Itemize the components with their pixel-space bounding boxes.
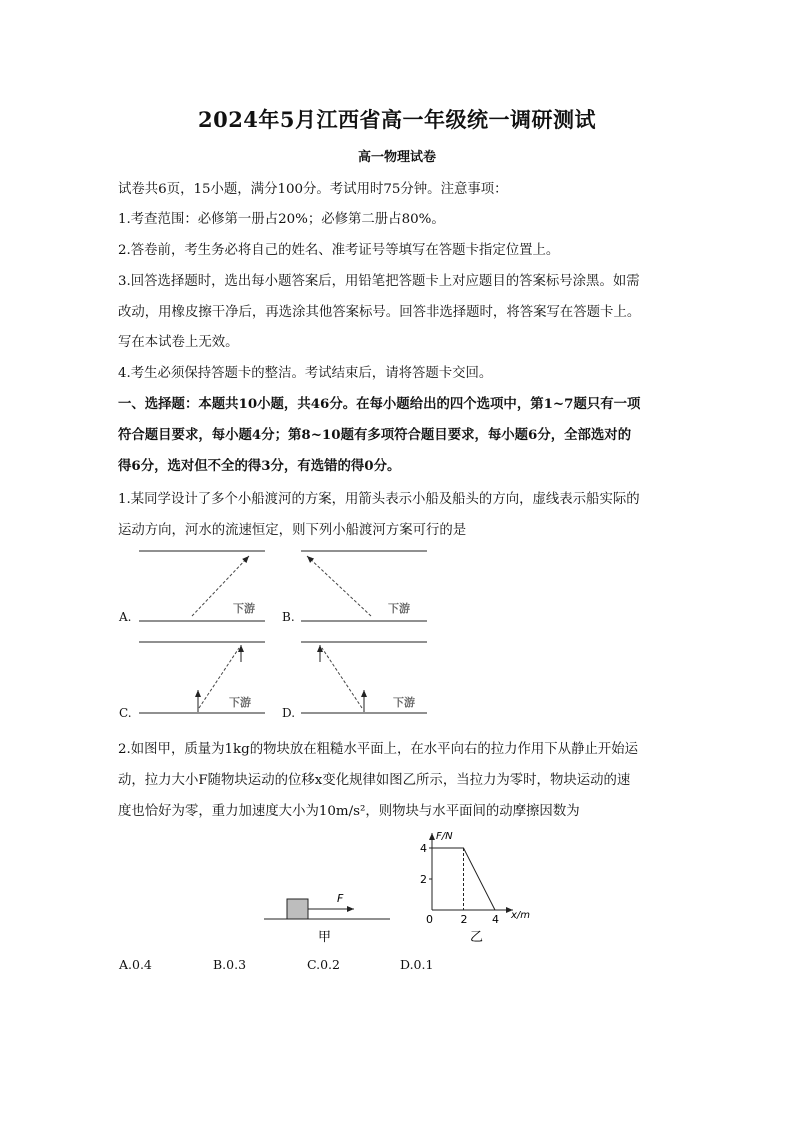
q1-d-downstream-label: 下游 [393,696,415,709]
section-header-line-2: 符合题目要求，每小题4分；第8~10题有多项符合题目要求，每小题6分，全部选对的 [118,427,632,443]
section-header-line-3: 得6分，选对但不全的得3分，有选错的得0分。 [118,458,401,474]
q1-diagram-a [139,551,265,621]
q1-option-d-label: D. [282,706,296,720]
q1-option-c-label: C. [119,706,132,720]
q1-a-downstream-label: 下游 [233,602,255,615]
q2-figure-b-chart [420,831,530,945]
note-4: 4.考生必须保持答题卡的整洁。考试结束后，请将答题卡交回。 [118,366,493,381]
q2-option-a: A.0.4 [119,957,152,972]
q2-figure-a [264,892,390,945]
force-label: F [337,892,344,905]
q1-d-path-dashed [322,648,362,708]
note-3-line-1: 3.回答选择题时，选出每小题答案后，用铅笔把答题卡上对应题目的答案标号涂黑。如需 [118,274,640,289]
section-header-line-1: 一、选择题：本题共10小题，共46分。在每小题给出的四个选项中，第1~7题只有一项 [118,396,641,412]
q1-c-downstream-label: 下游 [229,696,251,709]
q1-option-b-label: B. [282,610,295,624]
question-2-line-1: 2.如图甲，质量为1kg的物块放在粗糙水平面上，在水平向右的拉力作用下从静止开始运 [118,742,639,757]
q2-option-b: B.0.3 [213,957,247,972]
question-2-line-2: 动，拉力大小F随物块运动的位移x变化规律如图乙所示，当拉力为零时，物块运动的速 [118,773,631,788]
exam-subtitle: 高一物理试卷 [357,150,436,165]
note-1: 1.考查范围：必修第一册占20%；必修第二册占80%。 [118,212,445,227]
exam-title: 2024年5月江西省高一年级统一调研测试 [197,107,597,132]
q2-option-d: D.0.1 [400,957,434,972]
chart-x-tick-label: 0 [426,913,433,926]
note-3-line-3: 写在本试卷上无效。 [118,335,239,350]
chart-x-label: x/m [511,910,531,921]
q1-diagram-b [301,551,427,621]
chart-x-tick-label: 2 [460,913,468,926]
fig-a-caption: 甲 [318,930,332,945]
question-1-line-2: 运动方向，河水的流速恒定，则下列小船渡河方案可行的是 [118,523,467,538]
q1-option-a-label: A. [119,610,132,624]
notes-intro: 试卷共6页，15小题，满分100分。考试用时75分钟。注意事项： [118,182,508,197]
chart-y-tick-label: 2 [420,873,427,886]
chart-x-tick-label: 4 [492,913,499,926]
q1-b-downstream-label: 下游 [388,602,410,615]
q1-diagram-c [139,642,265,713]
block [287,899,308,919]
note-2: 2.答卷前，考生务必将自己的姓名、准考证号等填写在答题卡指定位置上。 [118,243,560,258]
chart-y-label: F/N [436,831,453,842]
question-1-line-1: 1.某同学设计了多个小船渡河的方案，用箭头表示小船及船头的方向，虚线表示船实际的 [118,492,640,507]
note-3-line-2: 改动，用橡皮擦干净后，再选涂其他答案标号。回答非选择题时，将答案写在答题卡上。 [118,305,641,320]
q1-b-path-dashed [307,556,371,616]
question-2-line-3: 度也恰好为零，重力加速度大小为10m/s²，则物块与水平面间的动摩擦因数为 [118,804,580,819]
chart-y-tick-label: 4 [420,842,427,855]
q1-diagram-d [301,642,427,713]
q2-option-c: C.0.2 [307,957,340,972]
fig-b-caption: 乙 [470,930,484,945]
